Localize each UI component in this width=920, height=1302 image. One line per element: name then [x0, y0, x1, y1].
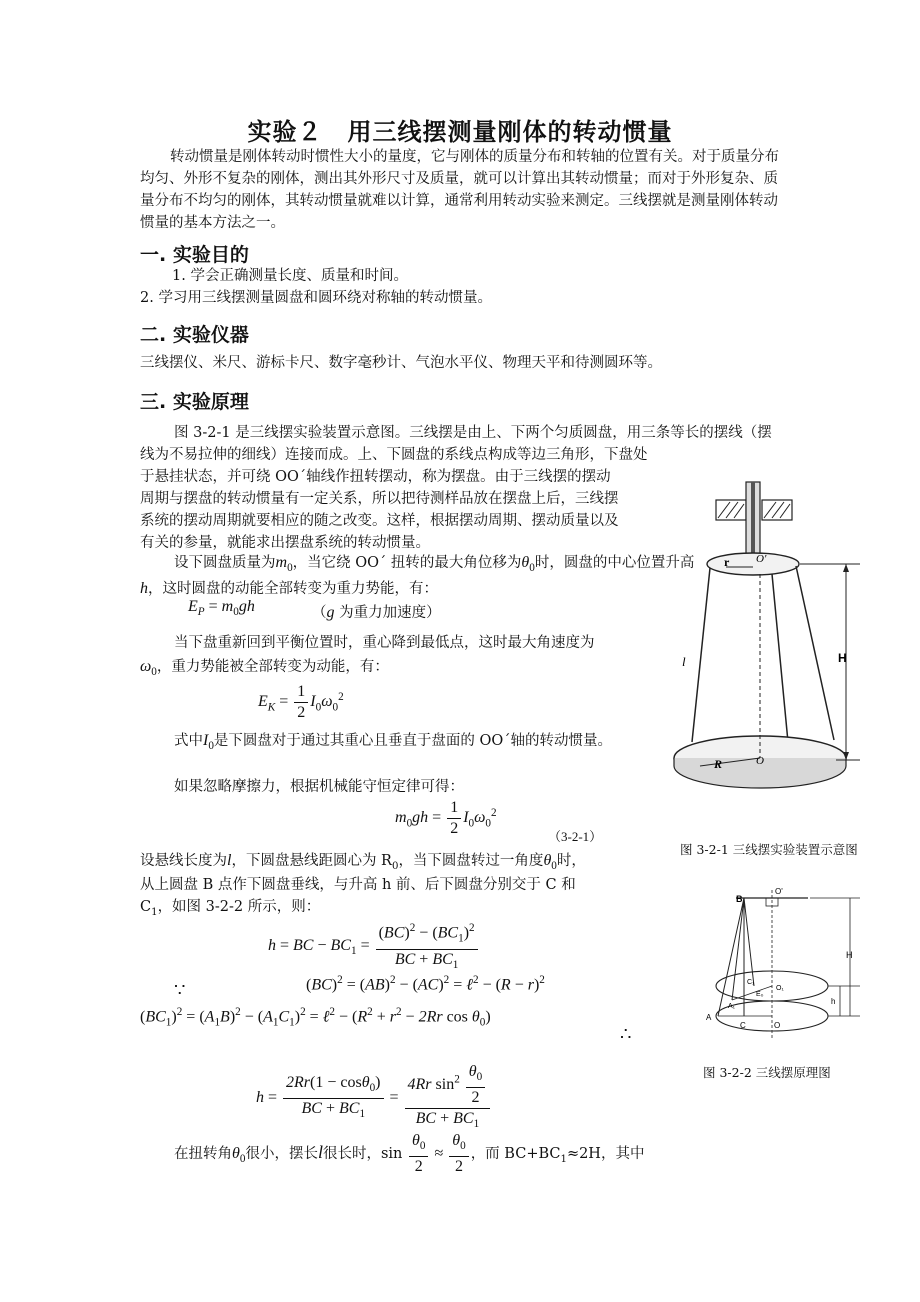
- equation-kinetic-energy: $E_K$ = $\frac{1}{2}$ $I_0\omega_0^2$: [258, 683, 344, 721]
- label-C: C: [740, 1021, 746, 1030]
- principle-p4-line1: 式中$I_0$是下圆盘对于通过其重心且垂直于盘面的 OO´轴的转动惯量。: [174, 732, 613, 753]
- section-heading-principle: 三. 实验原理: [140, 391, 249, 413]
- label-B: B: [736, 894, 743, 904]
- upper-clamp-right: [762, 500, 792, 520]
- principle-p3-line2: $\omega_0$，重力势能被全部转变为动能，有：: [140, 658, 389, 679]
- math-small-angle: $\frac{\theta_0}{2}$ ≈ $\frac{\theta_0}{2}$: [407, 1145, 471, 1162]
- suspension-line-right: [796, 566, 834, 740]
- label-C1: C₁: [747, 979, 755, 986]
- math-l-b: l: [317, 1142, 323, 1162]
- section-heading-apparatus: 二. 实验仪器: [140, 324, 249, 346]
- principle-paragraph-1b: 于悬挂状态，并可绕 OO´轴线作扭转摆动，称为摆盘。由于三线摆的摆动周期与摆盘的转动惯量有一定关系，所以把待测样品放在摆盘上后，三线摆系统的摆动周期就要相应的随之改变。这样，根据摆动周期、摆动质量以及有关的参量，就能求出摆盘系统的转动惯量。: [140, 469, 619, 551]
- math-theta0-b: $\theta_0$: [543, 852, 557, 873]
- label-A1: A₁: [728, 1003, 736, 1010]
- upper-disk: [707, 553, 799, 575]
- principle-p3-line1: 当下盘重新回到平衡位置时，重心降到最低点，这时最大角速度为: [174, 635, 595, 651]
- shaft-core: [751, 482, 755, 562]
- section-heading-objectives: 一. 实验目的: [140, 244, 249, 266]
- gravity-note: （g 为重力加速度）: [312, 604, 441, 621]
- principle-p6-line1: 设悬线长度为l，下圆盘悬线距圆心为 $R_0$，当下圆盘转过一角度$\theta_0$时，: [140, 852, 586, 873]
- figure-principle-diagram: [700, 880, 870, 1040]
- equation-energy-conservation: $m_0gh$ = $\frac{1}{2}$ $I_0\omega_0^2$: [395, 799, 497, 837]
- label-O-prime: O': [775, 887, 783, 896]
- equation-number: （3-2-1）: [548, 829, 603, 844]
- principle-p2-line1: 设下圆盘质量为$m_0$，当它绕 OO´ 扭转的最大角位移为$\theta_0$时，圆盘的中心位置升高: [174, 554, 695, 575]
- math-g: g: [326, 604, 335, 621]
- equation-h-definition: h = BC − $BC_1$ = $\frac{(BC)^2 - (BC_1)^2}{BC + BC_1}$: [268, 918, 480, 975]
- principle-p2-line2: h，这时圆盘的动能全部转变为重力势能，有：: [140, 580, 438, 597]
- principle-p6-line3: $C_1$，如图 3-2-2 所示，则：: [140, 899, 321, 918]
- label-h: h: [831, 997, 836, 1006]
- label-H-2: H: [846, 950, 853, 960]
- label-O: O: [756, 755, 764, 767]
- label-A: A: [706, 1013, 712, 1022]
- page-title: 实验２ 用三线摆测量刚体的转动惯量: [247, 118, 673, 146]
- principle-p6-line2: 从上圆盘 B 点作下圆盘垂线，与升高 h 前、后下圆盘分别交于 C 和: [140, 877, 576, 893]
- label-o-prime: O': [756, 553, 767, 565]
- figure-1-caption: 图 3-2-1 三线摆实验装置示意图: [680, 842, 858, 857]
- principle-paragraph-1a: 图 3-2-1 是三线摆实验装置示意图。三线摆是由上、下两个匀质圆盘，用三条等长的摆线（摆线为不易拉伸的细线）连接而成。上、下圆盘的系线点构成等边三角形，下盘处: [140, 425, 772, 463]
- equation-bc-squared: (BC)$^2$ = (AB)$^2$ − (AC)$^2$ = ℓ$^2$ − $(R - r)^2$: [306, 974, 545, 994]
- label-O1: O₁: [776, 985, 784, 992]
- objective-item-2: 2. 学习用三线摆测量圆盘和圆环绕对称轴的转动惯量。: [140, 290, 492, 306]
- math-theta0-c: $\theta_0$: [232, 1145, 246, 1166]
- label-r: r: [724, 555, 730, 569]
- objective-item-1: 1. 学会正确测量长度、质量和时间。: [172, 268, 408, 284]
- intro-paragraph: 转动惯量是刚体转动时惯性大小的量度，它与刚体的质量分布和转轴的位置有关。对于质量分布均匀、外形不复杂的刚体，测出其外形尺寸及质量，就可以计算出其转动惯量；而对于外形复杂、质量分布不均匀的刚体，其转动惯量就难以计算，通常利用转动实验来测定。三线摆就是测量刚体转动惯量的基本方法之一。: [140, 149, 779, 231]
- line-BA1: [732, 898, 744, 1000]
- equation-potential-energy: $E_P = m_0gh$: [188, 598, 255, 619]
- figure-2-caption: 图 3-2-2 三线摆原理图: [703, 1065, 831, 1080]
- because-symbol: ∵: [174, 980, 186, 1000]
- principle-p7: 在扭转角$\theta_0$很小，摆长l很长时，sin $\frac{\theta_0}{2}$ ≈ $\frac{\theta_0}{2}$ ，而 $BC+BC_1\approx 2H$，其中: [174, 1132, 645, 1176]
- therefore-symbol: ∴: [620, 1024, 632, 1044]
- math-theta0: $\theta_0$: [521, 554, 535, 575]
- label-H: H: [838, 651, 847, 665]
- math-m0: $m_0$: [275, 554, 293, 575]
- suspension-line-middle: [772, 574, 788, 742]
- figure-trifilar-pendulum-apparatus: [660, 470, 880, 800]
- label-E0: E₀: [756, 991, 764, 998]
- label-l: l: [682, 654, 686, 669]
- H-arrow-top: [843, 564, 849, 572]
- apparatus-list: 三线摆仪、米尺、游标卡尺、数字毫秒计、气泡水平仪、物理天平和待测圆环等。: [140, 355, 662, 371]
- math-h: h: [140, 580, 148, 597]
- suspension-line-left: [692, 568, 710, 742]
- math-omega0: $\omega_0$: [140, 658, 157, 679]
- upper-clamp-left: [716, 500, 746, 520]
- principle-p5: 如果忽略摩擦力，根据机械能守恒定律可得：: [174, 779, 464, 795]
- math-I0: $I_0$: [203, 732, 214, 753]
- equation-h-result: h = $\frac{2Rr(1 - \cos\theta_0)}{BC + BC_1}$ = 4Rr $\sin^2$ $\frac{\theta_0}{2}$ BC + $BC_1$: [256, 1062, 492, 1134]
- label-O: O: [774, 1021, 781, 1030]
- radius-raised: [732, 986, 772, 1000]
- equation-bc1-squared: $(BC_1)^2 = (A_1B)^2 - (A_1C_1)^2$ = ℓ$^2$ − ($R^2 + r^2 - 2Rr$ $\cos \theta_0$): [140, 1006, 491, 1029]
- math-l: l: [227, 852, 232, 869]
- label-R: R: [714, 757, 723, 771]
